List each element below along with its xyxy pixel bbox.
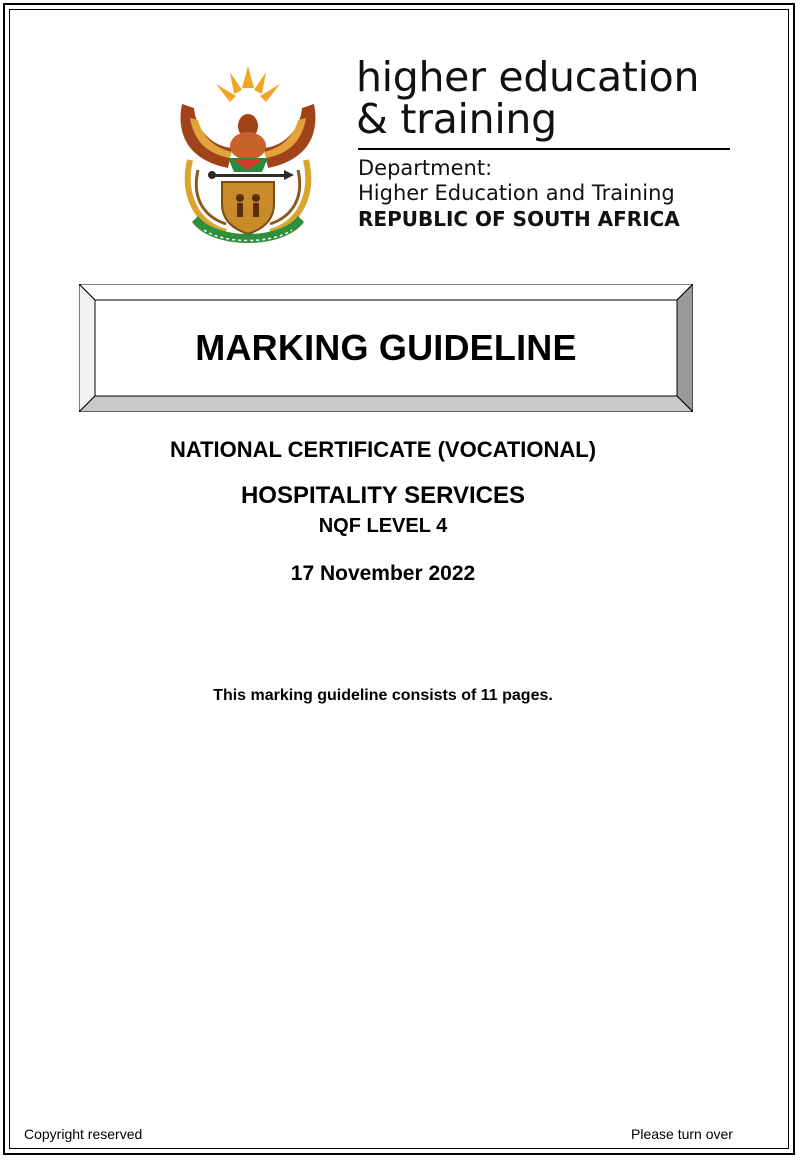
coat-of-arms-icon [172, 64, 324, 250]
footer-turn-over: Please turn over [631, 1126, 733, 1142]
title-box [79, 284, 693, 412]
brand-divider [358, 148, 730, 150]
subject-name: HOSPITALITY SERVICES [240, 482, 526, 509]
brand-line-1: higher education [356, 53, 700, 101]
footer-copyright: Copyright reserved [24, 1126, 143, 1142]
department-header [356, 53, 736, 231]
department-country: REPUBLIC OF SOUTH AFRICA [358, 207, 680, 231]
page-count-note: This marking guideline consists of 11 pages. [213, 687, 553, 704]
document-title: MARKING GUIDELINE [195, 327, 577, 368]
exam-date: 17 November 2022 [290, 562, 476, 585]
brand-line-2: & training [356, 95, 557, 143]
nqf-level: NQF LEVEL 4 [318, 515, 448, 537]
department-name: Higher Education and Training [358, 181, 675, 205]
certificate-name: NATIONAL CERTIFICATE (VOCATIONAL) [169, 437, 597, 462]
department-label: Department: [358, 156, 493, 180]
